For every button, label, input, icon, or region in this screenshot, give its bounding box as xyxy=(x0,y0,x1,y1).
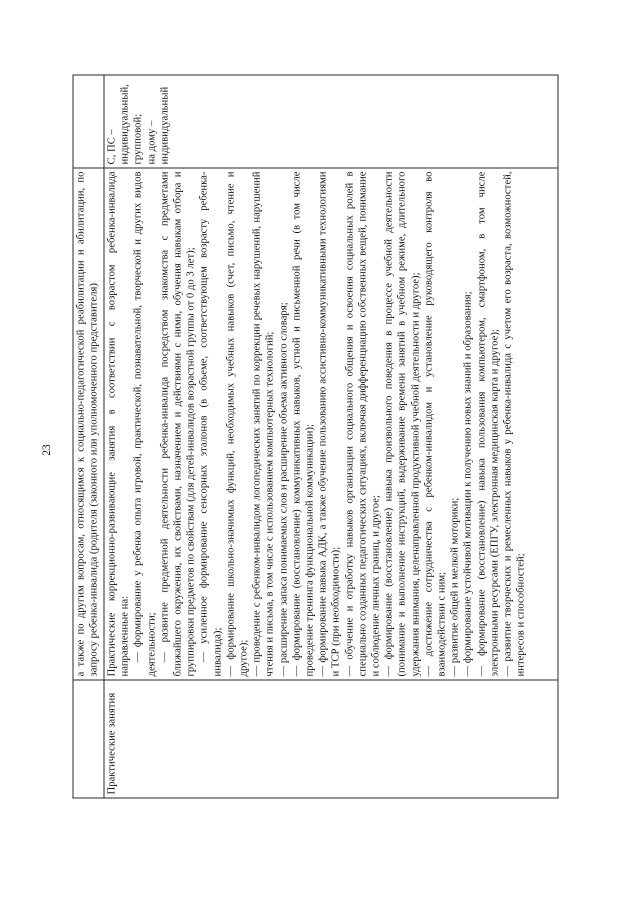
list-item: — обучение и отработку навыков организации социального общения и освоения социальных ролей в специально созданных педагогических ситуациях, включая дифференциацию собственных вещей, понимание и соблюдение личных границ, и другое; xyxy=(343,171,382,677)
page-number-text: 23 xyxy=(41,444,53,456)
list-item: — формирование школьно-значимых функций, необходимых учебных навыков (счет, письмо, чтение и другое); xyxy=(224,171,250,677)
list-item: — развитие предметной деятельности ребенка-инвалида посредством знакомства с предметами ближайшего окружения, их свойствами, назначением и действиями с ними, обучения навыкам отбора и группировки предметов по свойствам (для детей-инвалидов возрастной группы от 0 до 3 лет); xyxy=(158,171,197,677)
list-item: — формирование (восстановление) навыка произвольного поведения в процессе учебной деятельности (понимание и выполнение инструкций, выдерживание времени занятий в учебном режиме, длительного удержания внимания, целенаправленной продуктивной учебной деятельности и другое); xyxy=(382,171,422,677)
list-item: — формирование устойчивой мотивации к получению новых знаний и образования; xyxy=(461,291,474,677)
row1-format-cell xyxy=(73,75,104,168)
table-row xyxy=(104,75,558,798)
list-item: — развитие творческих и ремесленных навыков у ребенка-инвалида с учетом его возраста, возможностей, интересов и способностей; xyxy=(501,171,527,677)
list-item: — достижение сотрудничества с ребенком-инвалидом и установление руководящего контроля во взаимодействии с ним; xyxy=(422,171,448,677)
format-line: индивидуальный, xyxy=(118,84,131,165)
list-item: — формирование (восстановление) коммуникативных навыков, устной и письменной речи (в том числе проведение тренинга функциональной коммуникации); xyxy=(290,171,316,677)
list-item: — проведение с ребенком-инвалидом логопедических занятий по коррекции речевых нарушений, нарушений чтения и письма, в том числе с использованием компьютерных технологий; xyxy=(250,171,276,677)
service-name: Практические занятия xyxy=(105,692,118,795)
format-line: групповой; xyxy=(131,113,144,165)
list-item: — расширение запаса понимаемых слов и расширение объема активного словаря; xyxy=(277,302,290,677)
service-format-cell xyxy=(104,75,558,168)
format-line: С, ПС – xyxy=(105,129,118,165)
table-row xyxy=(73,75,104,798)
services-table xyxy=(73,75,559,799)
service-description-cell xyxy=(104,168,558,680)
list-item: — формирование навыка АДК, а также обучение пользованию ассистивно-коммуникативными технологиями и ТСР (при необходимости); xyxy=(316,171,342,677)
format-line: на дому – xyxy=(145,120,158,165)
row1-description-cell: а также по другим вопросам, относящимся к социально-педагогической реабилитации и абилитации, по запросу ребенка-инвалида (родителя (законного или уполномоченного представителя) xyxy=(73,168,104,680)
list-item: — развитие общей и мелкой моторики; xyxy=(448,497,461,677)
list-item: — формирование у ребенка опыта игровой, практической, познавательной, творческой и других видов деятельности; xyxy=(131,171,158,677)
row1-col1-cell xyxy=(73,680,104,798)
list-item: — усиленное формирование сенсорных эталонов (в объеме, соответствующем возрасту ребенка-инвалида); xyxy=(197,171,224,677)
service-name-cell xyxy=(104,680,558,798)
page-number xyxy=(37,440,57,460)
list-item: — формирование (восстановление) навыка пользования компьютером, смартфоном, в том числе электронными ресурсами (ЕПГУ, электронная медицинская карта и другое); xyxy=(475,171,501,677)
format-line: индивидуальный xyxy=(158,86,171,165)
paragraph-intro: Практические коррекционно-развивающие занятия в соответствии с возрастом ребенка-инвалида направленные на: xyxy=(105,171,131,677)
rotated-table xyxy=(73,76,559,799)
